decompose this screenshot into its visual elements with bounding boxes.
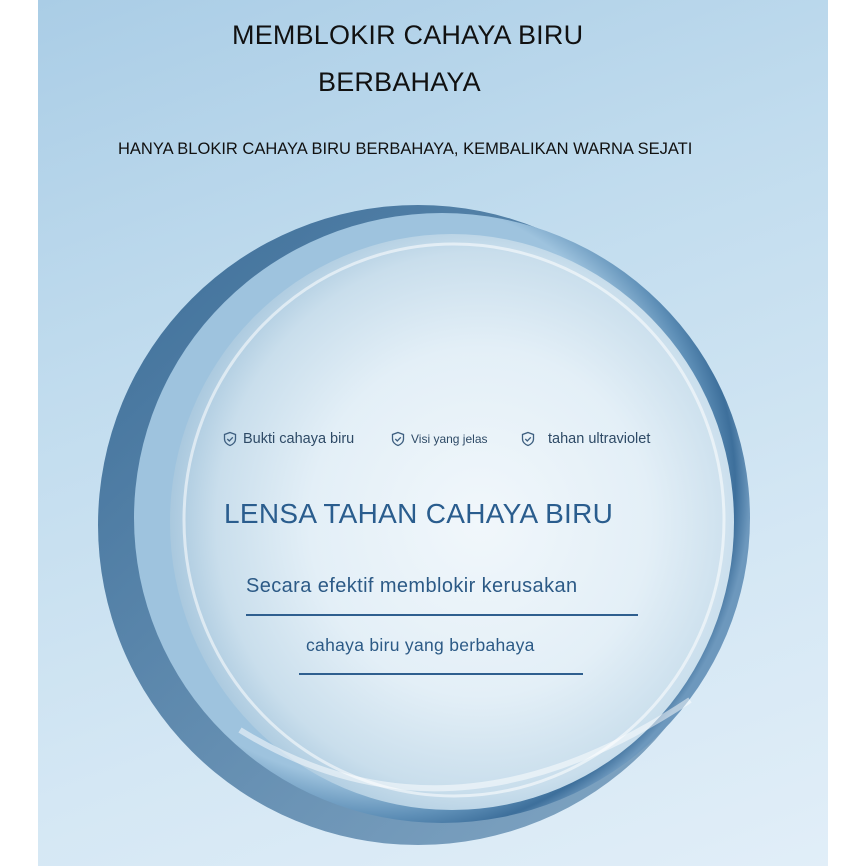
feature-item <box>390 431 488 447</box>
feature-item <box>222 431 354 447</box>
feature-list <box>0 431 866 455</box>
shield-check-icon <box>520 431 536 447</box>
tagline-underline-1 <box>246 614 638 616</box>
feature-label: Bukti cahaya biru <box>243 431 355 447</box>
headline-line-2: BERBAHAYA <box>318 67 481 97</box>
tagline-line-2: cahaya biru yang berbahaya <box>306 635 535 655</box>
shield-check-icon <box>390 431 406 447</box>
shield-check-icon <box>222 431 238 447</box>
tagline-underline-2 <box>299 673 583 675</box>
tagline-line-1: Secara efektif memblokir kerusakan <box>246 575 578 597</box>
feature-label: tahan ultraviolet <box>548 431 651 447</box>
feature-label: Visi yang jelas <box>411 432 488 446</box>
feature-item <box>520 431 650 447</box>
lens-title: LENSA TAHAN CAHAYA BIRU <box>224 498 614 529</box>
headline-line-1: MEMBLOKIR CAHAYA BIRU <box>232 20 584 50</box>
subheadline: HANYA BLOKIR CAHAYA BIRU BERBAHAYA, KEMBALIKAN WARNA SEJATI <box>118 140 693 158</box>
